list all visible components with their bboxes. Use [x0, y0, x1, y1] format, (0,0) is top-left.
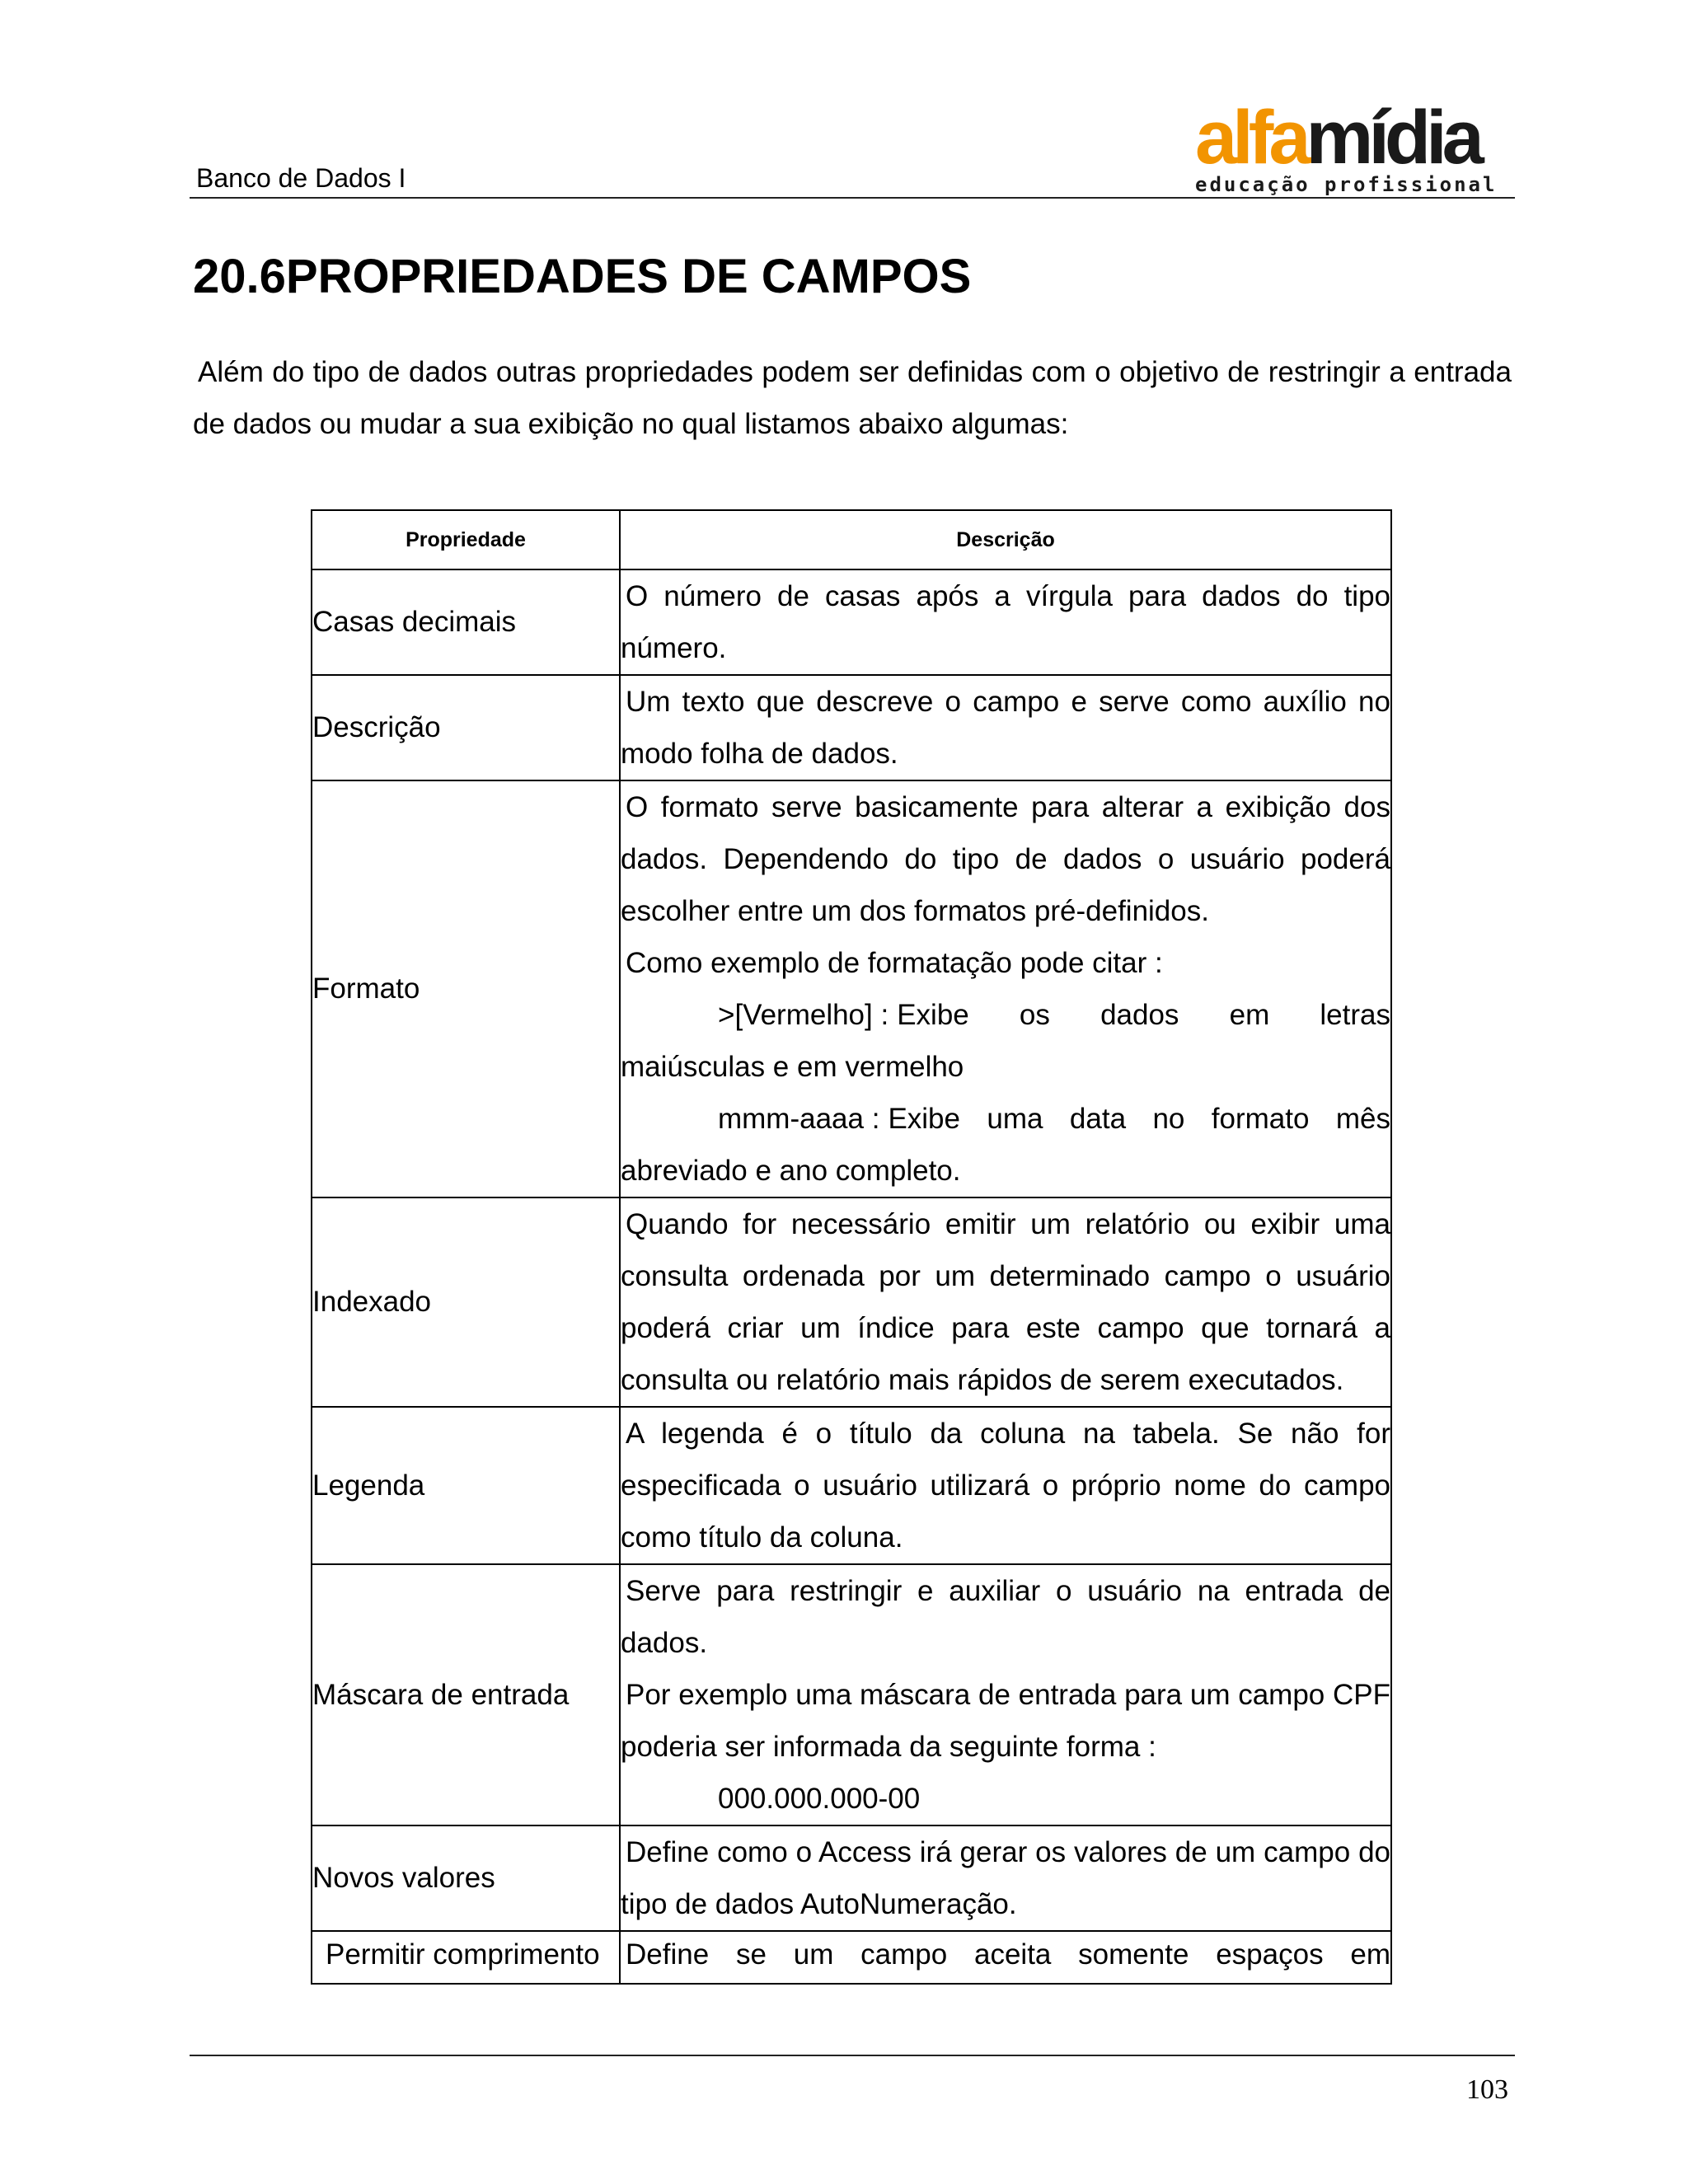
format-example-continuation: maiúsculas e em vermelho: [621, 1051, 964, 1083]
intro-paragraph: Além do tipo de dados outras propriedades podem ser definidas com o objetivo de restringir a entrada de dados ou mudar a sua exibição no qual listamos abaixo algumas:: [193, 356, 1512, 440]
input-mask-example: 000.000.000-00: [718, 1783, 921, 1815]
header-description: Descrição: [620, 510, 1391, 569]
table-row: [312, 569, 1391, 675]
alfamidia-logo: [1195, 96, 1518, 196]
format-example-continuation: abreviado e ano completo.: [621, 1155, 961, 1187]
property-name: Indexado: [312, 1197, 620, 1407]
logo-wordmark-midia: mídia: [1306, 96, 1479, 180]
property-description: [620, 675, 1391, 780]
property-name: Formato: [312, 780, 620, 1197]
property-name: Descrição: [312, 675, 620, 780]
property-description: [620, 1197, 1391, 1407]
format-example: [621, 989, 1390, 1041]
format-example: [621, 1093, 1390, 1145]
table-row: [312, 1197, 1391, 1407]
description-text: Como exemplo de formatação pode citar :: [626, 947, 1163, 979]
description-text: Quando for necessário emitir um relatório ou exibir uma consulta ordenada por um determinado campo o usuário poderá criar um índice para este campo que tornará a consulta ou relatório mais rápidos de serem executados.: [621, 1208, 1390, 1396]
description-text: Define se um campo aceita somente espaços em: [626, 1938, 1390, 1971]
property-description: [620, 1564, 1391, 1825]
description-text: Serve para restringir e auxiliar o usuário na entrada de dados.: [621, 1575, 1390, 1659]
property-name: Permitir comprimento: [312, 1931, 620, 1984]
logo-tagline: educação profissional: [1195, 173, 1498, 196]
format-example-term: >[Vermelho] :: [718, 999, 889, 1031]
property-name: Novos valores: [312, 1825, 620, 1931]
property-name: Máscara de entrada: [312, 1564, 620, 1825]
description-text: O formato serve basicamente para alterar a exibição dos dados. Dependendo do tipo de dados o usuário poderá escolher entre um dos formatos pré-definidos.: [621, 791, 1390, 927]
header-property: Propriedade: [312, 510, 620, 569]
property-name: Casas decimais: [312, 569, 620, 675]
header-rule: [190, 197, 1515, 199]
property-name: Legenda: [312, 1407, 620, 1564]
description-text: Define como o Access irá gerar os valores de um campo do tipo de dados AutoNumeração.: [621, 1836, 1390, 1920]
logo-wordmark-alfa: alfa: [1195, 96, 1306, 180]
description-text: Um texto que descreve o campo e serve como auxílio no modo folha de dados.: [621, 686, 1390, 770]
table-header-row: [312, 510, 1391, 569]
table-row: [312, 675, 1391, 780]
description-text: Por exemplo uma máscara de entrada para um campo CPF poderia ser informada da seguinte forma :: [621, 1679, 1390, 1763]
description-text: O número de casas após a vírgula para dados do tipo número.: [621, 580, 1390, 664]
section-title: 20.6PROPRIEDADES DE CAMPOS: [193, 250, 972, 303]
page-number: 103: [1466, 2074, 1508, 2105]
format-example-text: Exibe uma data no formato mês: [888, 1103, 1390, 1135]
table-row: [312, 1407, 1391, 1564]
format-example-text: Exibe os dados em letras: [897, 999, 1390, 1031]
footer-rule: [190, 2055, 1515, 2056]
property-description: [620, 1825, 1391, 1931]
property-description: [620, 1407, 1391, 1564]
table-row: [312, 780, 1391, 1197]
table-row: [312, 1564, 1391, 1825]
format-example-term: mmm-aaaa :: [718, 1103, 880, 1135]
description-text: A legenda é o título da coluna na tabela. Se não for especificada o usuário utilizará o próprio nome do campo como título da coluna.: [621, 1418, 1390, 1554]
property-description: [620, 569, 1391, 675]
table-row: [312, 1825, 1391, 1931]
property-description: [620, 1931, 1391, 1984]
logo-wordmark: [1195, 96, 1518, 180]
field-properties-table: [311, 509, 1392, 1985]
table-row: [312, 1931, 1391, 1984]
running-header: Banco de Dados I: [196, 163, 406, 193]
property-description: [620, 780, 1391, 1197]
